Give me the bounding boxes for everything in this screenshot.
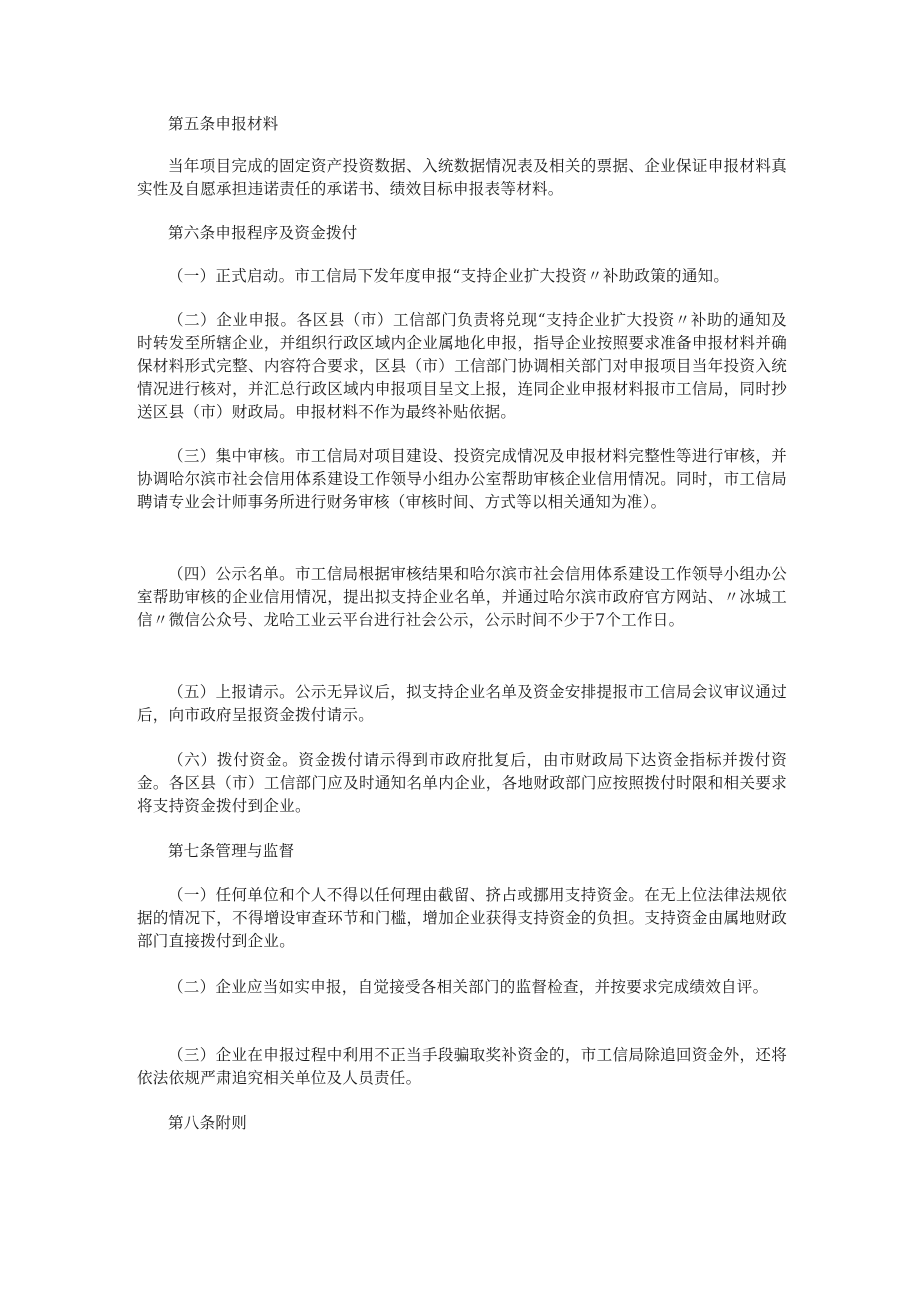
article8-heading: 第八条附则 xyxy=(168,1114,248,1132)
article6-item-3: （三）集中审核。市工信局对项目建设、投资完成情况及申报材料完整性等进行审核，并协调哈尔滨市社会信用体系建设工作领导小组办公室帮助审核企业信用情况。同时，市工信局聘请专业会计师事务所进行财务审核（审核时间、方式等以相关通知为准）。 xyxy=(137,447,787,511)
article6-heading: 第六条申报程序及资金拨付 xyxy=(168,224,358,242)
article7-item-2: （二）企业应当如实申报，自觉接受各相关部门的监督检查，并按要求完成绩效自评。 xyxy=(168,978,769,996)
article7-item-1: （一）任何单位和个人不得以任何理由截留、挤占或挪用支持资金。在无上位法律法规依据的情况下，不得增设审查环节和门槛，增加企业获得支持资金的负担。支持资金由属地财政部门直接拨付到企业。 xyxy=(137,886,787,950)
article5-heading: 第五条申报材料 xyxy=(168,115,279,133)
article7-heading: 第七条管理与监督 xyxy=(168,842,295,860)
article6-item-6: （六）拨付资金。资金拨付请示得到市政府批复后，由市财政局下达资金指标并拨付资金。各区县（市）工信部门应及时通知名单内企业，各地财政部门应按照拨付时限和相关要求将支持资金拨付到企业。 xyxy=(137,751,787,815)
article5-body: 当年项目完成的固定资产投资数据、入统数据情况表及相关的票据、企业保证申报材料真实性及自愿承担违诺责任的承诺书、绩效目标申报表等材料。 xyxy=(137,157,787,198)
article6-item-1: （一）正式启动。市工信局下发年度申报“支持企业扩大投资〃补助政策的通知。 xyxy=(168,267,730,285)
article6-item-4: （四）公示名单。市工信局根据审核结果和哈尔滨市社会信用体系建设工作领导小组办公室帮助审核的企业信用情况，提出拟支持企业名单，并通过哈尔滨市政府官方网站、〃冰城工信〃微信公众号、龙哈工业云平台进行社会公示，公示时间不少于7个工作日。 xyxy=(137,565,787,629)
article6-item-2: （二）企业申报。各区县（市）工信部门负责将兑现“支持企业扩大投资〃补助的通知及时转发至所辖企业，并组织行政区域内企业属地化申报，指导企业按照要求准备申报材料并确保材料形式完整、内容符合要求，区县（市）工信部门协调相关部门对申报项目当年投资入统情况进行核对，并汇总行政区域内申报项目呈文上报，连同企业申报材料报市工信局，同时抄送区县（市）财政局。申报材料不作为最终补贴依据。 xyxy=(137,311,787,421)
article6-item-5: （五）上报请示。公示无异议后，拟支持企业名单及资金安排提报市工信局会议审议通过后，向市政府呈报资金拨付请示。 xyxy=(137,683,787,724)
article7-item-3: （三）企业在申报过程中利用不正当手段骗取奖补资金的，市工信局除追回资金外，还将依法依规严肃追究相关单位及人员责任。 xyxy=(137,1046,787,1087)
